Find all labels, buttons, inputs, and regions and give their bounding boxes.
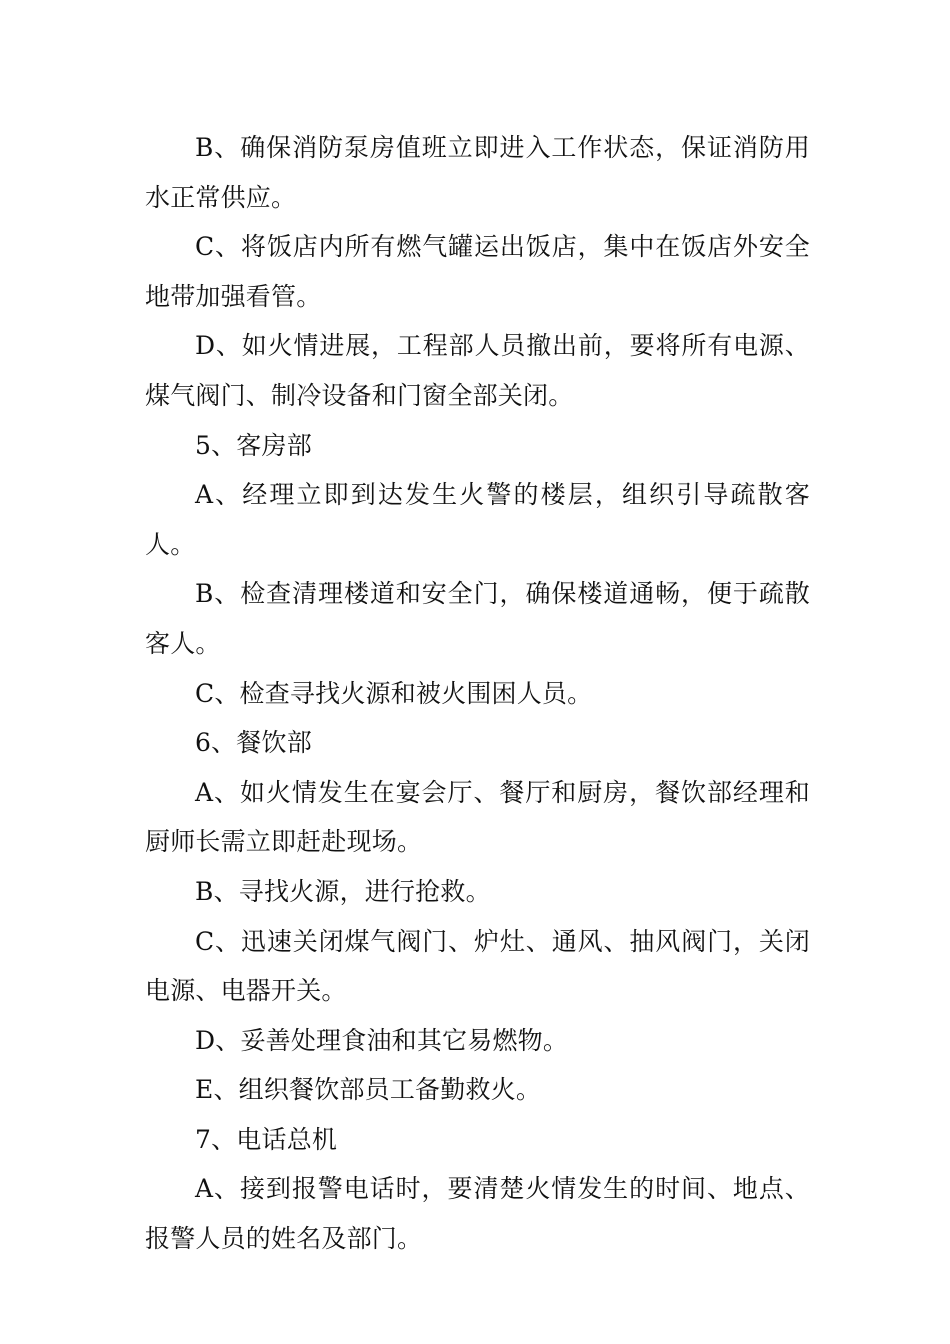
paragraph-rescue: B、寻找火源，进行抢救。 xyxy=(195,876,491,906)
paragraph-flammables: D、妥善处理食油和其它易燃物。 xyxy=(195,1025,569,1055)
paragraph-check-corridors: B、检查清理楼道和安全门，确保楼道通畅，便于疏散客人。 xyxy=(145,579,810,658)
paragraph-shutoff: D、如火情进展，工程部人员撤出前，要将所有电源、煤气阀门、制冷设备和门窗全部关闭。 xyxy=(145,331,810,410)
document-body xyxy=(145,123,810,1264)
paragraph-alarm-call: A、接到报警电话时，要清楚火情发生的时间、地点、报警人员的姓名及部门。 xyxy=(145,1174,810,1254)
paragraph-fire-pump: B、确保消防泵房值班立即进入工作状态，保证消防用水正常供应。 xyxy=(145,133,810,212)
paragraph-find-fire-source: C、检查寻找火源和被火围困人员。 xyxy=(195,678,593,708)
section-heading-food-beverage: 6、餐饮部 xyxy=(195,728,312,758)
paragraph-gas-tanks: C、将饭店内所有燃气罐运出饭店，集中在饭店外安全地带加强看管。 xyxy=(145,232,810,311)
paragraph-manager-evacuate: A、经理立即到达发生火警的楼层，组织引导疏散客人。 xyxy=(145,480,810,559)
paragraph-fb-manager: A、如火情发生在宴会厅、餐厅和厨房，餐饮部经理和厨师长需立即赶赴现场。 xyxy=(145,777,810,857)
paragraph-staff-standby: E、组织餐饮部员工备勤救火。 xyxy=(195,1075,542,1105)
section-heading-housekeeping: 5、客房部 xyxy=(195,430,312,460)
paragraph-close-valves: C、迅速关闭煤气阀门、炉灶、通风、抽风阀门，关闭电源、电器开关。 xyxy=(145,926,810,1006)
section-heading-switchboard: 7、电话总机 xyxy=(195,1124,338,1154)
